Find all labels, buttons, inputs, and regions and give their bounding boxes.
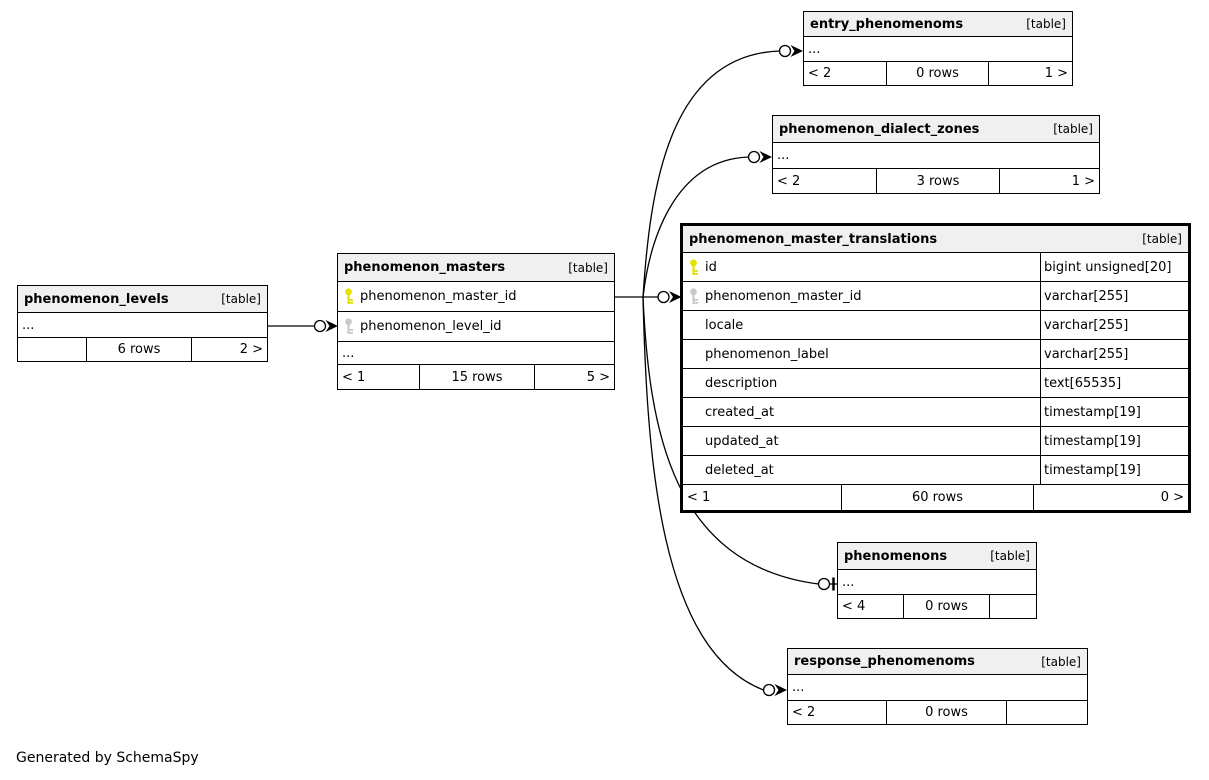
table-title[interactable]: response_phenomenoms	[794, 654, 975, 669]
footer-parents: < 1	[687, 490, 711, 505]
table-row-column	[683, 427, 1188, 456]
table-header[interactable]	[804, 12, 1072, 37]
table-title[interactable]: phenomenon_master_translations	[689, 231, 938, 247]
footer-row-count: 60 rows	[841, 485, 1033, 510]
column-name: phenomenon_level_id	[360, 319, 502, 334]
footer-parents: < 1	[342, 369, 366, 385]
column-name: deleted_at	[705, 462, 774, 478]
table-entry_phenomenoms	[803, 11, 1073, 86]
column-name: phenomenon_master_id	[705, 288, 862, 304]
column-name: phenomenon_label	[705, 346, 829, 362]
table-row-column	[683, 369, 1188, 398]
table-row-ellipsis	[18, 313, 267, 338]
column-name: updated_at	[705, 433, 779, 449]
zero-cardinality-icon	[780, 46, 791, 57]
footer-parents	[18, 338, 86, 361]
ellipsis-text: ...	[342, 345, 355, 361]
column-name: locale	[705, 317, 744, 333]
table-row-column	[683, 398, 1188, 427]
footer-row-count: 0 rows	[886, 62, 988, 85]
zero-cardinality-icon	[315, 321, 326, 332]
foreign-key-icon	[338, 318, 360, 335]
table-row-column	[683, 253, 1188, 282]
ellipsis-text: ...	[842, 574, 855, 590]
table-phenomenons	[837, 542, 1037, 619]
crowsfoot-arrow-icon	[760, 151, 773, 163]
table-header[interactable]	[683, 226, 1188, 253]
table-tag: [table]	[568, 260, 608, 275]
table-tag: [table]	[990, 549, 1030, 563]
zero-cardinality-icon	[749, 152, 760, 163]
table-row-ellipsis	[804, 37, 1072, 62]
table-footer	[804, 62, 1072, 85]
footer-row-count: 6 rows	[86, 338, 191, 361]
schemaspy-credit: Generated by SchemaSpy	[16, 750, 199, 766]
column-name: created_at	[705, 404, 775, 420]
footer-children: 5 >	[534, 365, 614, 389]
table-row-column	[683, 282, 1188, 311]
primary-key-icon	[683, 259, 705, 276]
column-name: id	[705, 259, 717, 275]
table-row-column	[683, 456, 1188, 485]
table-header[interactable]	[338, 254, 614, 282]
crowsfoot-arrow-icon	[775, 684, 788, 696]
table-response_phenomenoms	[787, 648, 1088, 725]
table-header[interactable]	[838, 543, 1036, 570]
table-tag: [table]	[1026, 17, 1066, 31]
table-row-column	[683, 311, 1188, 340]
footer-row-count: 15 rows	[419, 365, 534, 389]
table-footer	[773, 169, 1099, 193]
zero-cardinality-icon	[819, 579, 830, 590]
zero-cardinality-icon	[658, 292, 669, 303]
table-row-column	[338, 312, 614, 342]
table-row-column	[338, 282, 614, 312]
column-type: timestamp[19]	[1040, 456, 1188, 484]
column-type: bigint unsigned[20]	[1040, 253, 1188, 281]
table-phenomenon_masters	[337, 253, 615, 390]
table-phenomenon_master_translations	[680, 223, 1191, 513]
table-header[interactable]	[773, 116, 1099, 143]
footer-children: 1 >	[999, 169, 1099, 193]
table-title[interactable]: phenomenons	[844, 548, 948, 564]
table-header[interactable]	[18, 286, 267, 313]
footer-children	[1006, 701, 1087, 724]
primary-key-icon	[338, 288, 360, 305]
table-row-ellipsis	[788, 675, 1087, 701]
table-title[interactable]: phenomenon_dialect_zones	[779, 121, 980, 137]
table-row-ellipsis	[773, 143, 1099, 169]
table-title[interactable]: phenomenon_levels	[24, 291, 169, 307]
table-footer	[338, 365, 614, 389]
column-type: text[65535]	[1040, 369, 1188, 397]
table-row-ellipsis	[838, 570, 1036, 595]
foreign-key-icon	[683, 288, 705, 305]
footer-children: 1 >	[988, 62, 1072, 85]
zero-cardinality-icon	[764, 685, 775, 696]
ellipsis-text: ...	[22, 317, 35, 333]
column-name: phenomenon_master_id	[360, 289, 517, 304]
table-phenomenon_dialect_zones	[772, 115, 1100, 194]
footer-row-count: 3 rows	[876, 169, 999, 193]
footer-row-count: 0 rows	[903, 595, 989, 618]
footer-row-count: 0 rows	[886, 701, 1006, 724]
table-tag: [table]	[1142, 232, 1182, 246]
footer-children: 0 >	[1033, 485, 1188, 510]
table-tag: [table]	[1041, 654, 1081, 669]
table-footer	[838, 595, 1036, 618]
table-tag: [table]	[221, 292, 261, 306]
column-type: timestamp[19]	[1040, 427, 1188, 455]
ellipsis-text: ...	[777, 148, 790, 163]
footer-parents: < 2	[777, 173, 801, 189]
table-header[interactable]	[788, 649, 1087, 675]
table-phenomenon_levels	[17, 285, 268, 362]
footer-children: 2 >	[191, 338, 267, 361]
table-footer	[18, 338, 267, 361]
column-type: varchar[255]	[1040, 311, 1188, 339]
crowsfoot-arrow-icon	[791, 45, 804, 57]
table-row-ellipsis	[338, 342, 614, 365]
column-type: varchar[255]	[1040, 282, 1188, 310]
table-footer	[683, 485, 1188, 510]
footer-parents: < 2	[808, 66, 832, 81]
footer-parents: < 2	[792, 705, 816, 720]
column-name: description	[705, 375, 778, 391]
column-type: varchar[255]	[1040, 340, 1188, 368]
table-title[interactable]: entry_phenomenoms	[810, 16, 964, 32]
table-row-column	[683, 340, 1188, 369]
table-footer	[788, 701, 1087, 724]
ellipsis-text: ...	[808, 41, 821, 57]
table-tag: [table]	[1053, 122, 1093, 136]
ellipsis-text: ...	[792, 680, 805, 695]
footer-children	[989, 595, 1036, 618]
footer-parents: < 4	[842, 599, 866, 614]
column-type: timestamp[19]	[1040, 398, 1188, 426]
table-title[interactable]: phenomenon_masters	[344, 260, 506, 275]
